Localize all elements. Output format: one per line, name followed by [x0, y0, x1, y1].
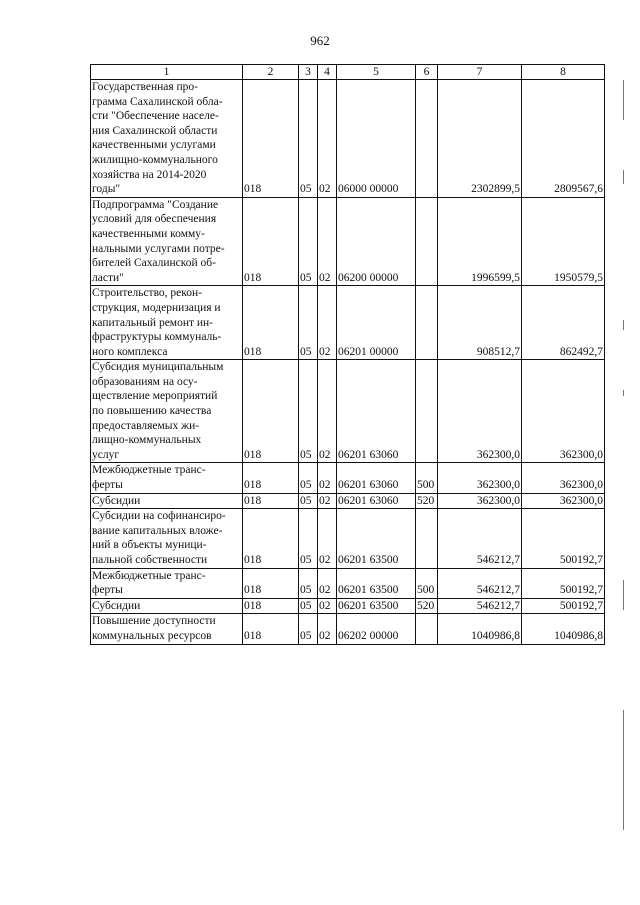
section-code-cell: 05 [299, 197, 318, 286]
row-name-line: ний в объекты муници- [92, 539, 207, 552]
ministry-code-cell: 018 [243, 509, 299, 568]
amount-year2-cell: 862492,7 [522, 286, 605, 360]
expense-type-cell [416, 197, 438, 286]
amount-year2-cell: 2809567,6 [522, 80, 605, 198]
subsection-code-cell: 02 [318, 598, 337, 614]
table-row [91, 360, 605, 463]
section-code-cell: 05 [299, 286, 318, 360]
budget-table [90, 64, 605, 645]
target-article-cell: 06201 63060 [337, 463, 416, 493]
column-header-8: 8 [522, 65, 605, 80]
amount-year2-cell: 362300,0 [522, 463, 605, 493]
ministry-code-cell: 018 [243, 598, 299, 614]
section-code-cell: 05 [299, 598, 318, 614]
row-name-line: Государственная про- [92, 81, 199, 93]
row-name-line: Субсидии [92, 599, 141, 612]
row-name-cell [91, 568, 243, 598]
subsection-code-cell: 02 [318, 360, 337, 463]
target-article-cell: 06202 00000 [337, 614, 416, 644]
row-name-line: струкция, модернизация и [92, 301, 221, 314]
expense-type-cell [416, 80, 438, 198]
expense-type-cell: 500 [416, 463, 438, 493]
amount-year1-cell: 908512,7 [438, 286, 522, 360]
expense-type-cell [416, 614, 438, 644]
column-header-3: 3 [299, 65, 318, 80]
row-name-cell [91, 286, 243, 360]
row-name-line: качественными комму- [92, 227, 205, 240]
row-name-cell [91, 463, 243, 493]
column-header-4: 4 [318, 65, 337, 80]
row-name-cell [91, 197, 243, 286]
row-name-line: ния Сахалинской области [92, 124, 218, 137]
ministry-code-cell: 018 [243, 463, 299, 493]
row-name-line: Субсидии [92, 494, 141, 507]
row-name-line: пальной собственности [92, 554, 208, 566]
amount-year2-cell: 1950579,5 [522, 197, 605, 286]
column-header-5: 5 [337, 65, 416, 80]
table-row [91, 598, 605, 614]
amount-year2-cell: 500192,7 [522, 598, 605, 614]
subsection-code-cell: 02 [318, 80, 337, 198]
section-code-cell: 05 [299, 614, 318, 644]
subsection-code-cell: 02 [318, 286, 337, 360]
row-name-line: Субсидия муниципальным [92, 361, 224, 374]
table-row [91, 197, 605, 286]
amount-year2-cell: 362300,0 [522, 360, 605, 463]
section-code-cell: 05 [299, 463, 318, 493]
row-name-line: сти "Обеспечение населе- [92, 110, 219, 123]
target-article-cell: 06000 00000 [337, 80, 416, 198]
row-name-line: Подпрограмма "Создание [92, 198, 219, 211]
expense-type-cell [416, 509, 438, 568]
amount-year1-cell: 2302899,5 [438, 80, 522, 198]
amount-year2-cell: 1040986,8 [522, 614, 605, 644]
expense-type-cell [416, 360, 438, 463]
amount-year1-cell: 546212,7 [438, 568, 522, 598]
expense-type-cell: 500 [416, 568, 438, 598]
target-article-cell: 06201 00000 [337, 286, 416, 360]
row-name-line: образованиям на осу- [92, 375, 198, 388]
row-name-cell [91, 614, 243, 644]
expense-type-cell [416, 286, 438, 360]
section-code-cell: 05 [299, 360, 318, 463]
row-name-line: Повышение доступности [92, 615, 216, 628]
subsection-code-cell: 02 [318, 197, 337, 286]
table-row [91, 509, 605, 568]
row-name-cell [91, 493, 243, 509]
row-name-line: Межбюджетные транс- [92, 464, 206, 477]
row-name-line: хозяйства на 2014-2020 [92, 168, 207, 181]
subsection-code-cell: 02 [318, 568, 337, 598]
section-code-cell: 05 [299, 568, 318, 598]
ministry-code-cell: 018 [243, 568, 299, 598]
amount-year1-cell: 362300,0 [438, 360, 522, 463]
target-article-cell: 06201 63060 [337, 360, 416, 463]
row-name-line: коммунальных ресурсов [92, 629, 212, 642]
table-row [91, 493, 605, 509]
row-name-cell [91, 360, 243, 463]
row-name-line: годы" [92, 183, 121, 196]
row-name-line: ществление мероприятий [92, 390, 218, 403]
target-article-cell: 06201 63500 [337, 568, 416, 598]
table-row [91, 286, 605, 360]
amount-year1-cell: 1040986,8 [438, 614, 522, 644]
target-article-cell: 06200 00000 [337, 197, 416, 286]
header-row [91, 65, 605, 80]
ministry-code-cell: 018 [243, 493, 299, 509]
row-name-line: ного комплекса [92, 345, 168, 358]
amount-year1-cell: 546212,7 [438, 598, 522, 614]
subsection-code-cell: 02 [318, 614, 337, 644]
row-name-line: жилищно-коммунального [92, 153, 218, 166]
ministry-code-cell: 018 [243, 80, 299, 198]
amount-year2-cell: 362300,0 [522, 493, 605, 509]
row-name-cell [91, 509, 243, 568]
row-name-line: фраструктуры коммуналь- [92, 331, 222, 344]
page-number: 962 [310, 33, 330, 48]
amount-year1-cell: 1996599,5 [438, 197, 522, 286]
table-body [91, 80, 605, 645]
table-row [91, 463, 605, 493]
amount-year2-cell: 500192,7 [522, 509, 605, 568]
row-name-cell [91, 598, 243, 614]
row-name-line: условий для обеспечения [92, 213, 217, 226]
column-header-6: 6 [416, 65, 438, 80]
amount-year1-cell: 362300,0 [438, 463, 522, 493]
row-name-line: Строительство, рекон- [92, 287, 203, 300]
row-name-line: лищно-коммунальных [92, 434, 202, 447]
row-name-line: нальными услугами потре- [92, 242, 225, 255]
table-row [91, 568, 605, 598]
ministry-code-cell: 018 [243, 286, 299, 360]
row-name-line: грамма Сахалинской обла- [92, 95, 223, 108]
row-name-line: Межбюджетные транс- [92, 569, 206, 582]
target-article-cell: 06201 63500 [337, 509, 416, 568]
expense-type-cell: 520 [416, 493, 438, 509]
subsection-code-cell: 02 [318, 493, 337, 509]
row-name-line: ферты [92, 584, 123, 597]
row-name-line: вание капитальных вложе- [92, 524, 223, 537]
row-name-line: ласти" [92, 271, 124, 284]
row-name-line: капитальный ремонт ин- [92, 316, 214, 329]
row-name-line: качественными услугами [92, 139, 216, 152]
row-name-line: Субсидии на софинансиро- [92, 510, 226, 523]
target-article-cell: 06201 63060 [337, 493, 416, 509]
section-code-cell: 05 [299, 80, 318, 198]
ministry-code-cell: 018 [243, 360, 299, 463]
row-name-line: ферты [92, 479, 123, 492]
row-name-line: по повышению качества [92, 405, 212, 418]
section-code-cell: 05 [299, 493, 318, 509]
target-article-cell: 06201 63500 [337, 598, 416, 614]
subsection-code-cell: 02 [318, 463, 337, 493]
row-name-line: услуг [92, 448, 120, 461]
amount-year2-cell: 500192,7 [522, 568, 605, 598]
table-row [91, 614, 605, 644]
section-code-cell: 05 [299, 509, 318, 568]
table-row [91, 80, 605, 198]
ministry-code-cell: 018 [243, 197, 299, 286]
scan-edge-marks [618, 60, 628, 840]
column-header-7: 7 [438, 65, 522, 80]
column-header-1: 1 [91, 65, 243, 80]
subsection-code-cell: 02 [318, 509, 337, 568]
row-name-line: бителей Сахалинской об- [92, 257, 216, 270]
row-name-cell [91, 80, 243, 198]
column-header-2: 2 [243, 65, 299, 80]
row-name-line: предоставляемых жи- [92, 419, 200, 432]
expense-type-cell: 520 [416, 598, 438, 614]
amount-year1-cell: 362300,0 [438, 493, 522, 509]
amount-year1-cell: 546212,7 [438, 509, 522, 568]
ministry-code-cell: 018 [243, 614, 299, 644]
